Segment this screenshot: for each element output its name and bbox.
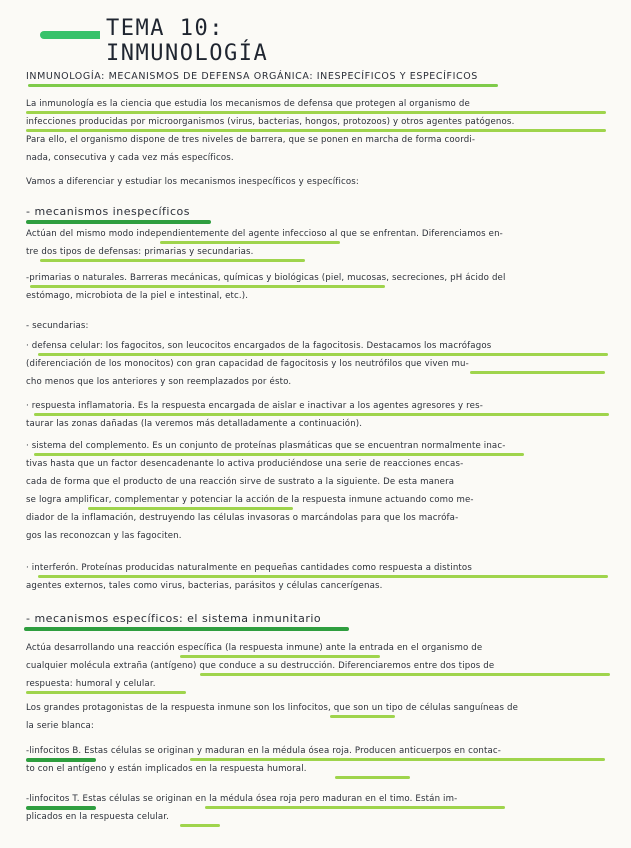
highlight-underline xyxy=(180,824,220,827)
text-line: Vamos a diferenciar y estudiar los mecanismos inespecíficos y específicos: xyxy=(26,177,359,187)
highlight-underline xyxy=(26,129,606,132)
text-line: infecciones producidas por microorganismos (virus, bacterias, hongos, protozoos) y otros agentes patógenos. xyxy=(26,117,515,127)
highlight-underline xyxy=(160,241,340,244)
section-heading-inmunologia: INMUNOLOGÍA: MECANISMOS DE DEFENSA ORGÁNICA: INESPECÍFICOS Y ESPECÍFICOS xyxy=(26,71,478,82)
highlight-underline xyxy=(26,758,96,762)
highlight-underline xyxy=(30,285,385,288)
highlight-underline xyxy=(26,111,606,114)
subsection-heading-especificos: - mecanismos específicos: el sistema inmunitario xyxy=(26,612,322,625)
text-line: -linfocitos B. Estas células se originan y maduran en la médula ósea roja. Producen anticuerpos en contac- xyxy=(26,746,502,756)
text-line: · defensa celular: los fagocitos, son leucocitos encargados de la fagocitosis. Destacamos los macrófagos xyxy=(26,341,492,351)
highlight-underline xyxy=(470,371,605,374)
subsection-heading-inespecificos: - mecanismos inespecíficos xyxy=(26,205,190,218)
text-line: · respuesta inflamatoria. Es la respuesta encargada de aislar e inactivar a los agentes agresores y res- xyxy=(26,401,483,411)
highlight-underline xyxy=(34,453,524,456)
highlight-underline xyxy=(200,673,610,676)
highlight-underline xyxy=(38,575,608,578)
text-line: agentes externos, tales como virus, bacterias, parásitos y células cancerígenas. xyxy=(26,581,383,591)
text-line: · sistema del complemento. Es un conjunto de proteínas plasmáticas que se encuentran normalmente inac- xyxy=(26,441,506,451)
text-line: Los grandes protagonistas de la respuesta inmune son los linfocitos, que son un tipo de células sanguíneas de xyxy=(26,703,519,713)
text-line: cualquier molécula extraña (antígeno) que conduce a su destrucción. Diferenciaremos entre dos tipos de xyxy=(26,661,495,671)
highlight-underline xyxy=(88,507,293,510)
highlight-underline xyxy=(34,413,609,416)
subsection-underline xyxy=(24,627,349,631)
text-line: Actúa desarrollando una reacción específica (la respuesta inmune) ante la entrada en el organismo de xyxy=(26,643,483,653)
text-line: Para ello, el organismo dispone de tres niveles de barrera, que se ponen en marcha de forma coordi- xyxy=(26,135,476,145)
highlight-underline xyxy=(180,655,380,658)
text-line: Actúan del mismo modo independientemente del agente infeccioso al que se enfrentan. Diferenciamos en- xyxy=(26,229,503,239)
text-line: tre dos tipos de defensas: primarias y secundarias. xyxy=(26,247,254,257)
text-line: · interferón. Proteínas producidas naturalmente en pequeñas cantidades como respuesta a distintos xyxy=(26,563,472,573)
highlight-underline xyxy=(190,758,605,761)
highlight-underline xyxy=(38,353,608,356)
text-line: - secundarias: xyxy=(26,321,89,331)
text-line: cada de forma que el producto de una reacción sirve de sustrato a la siguiente. De esta manera xyxy=(26,477,455,487)
highlight-underline xyxy=(330,715,395,718)
page-title: TEMA 10: INMUNOLOGÍA xyxy=(100,16,380,66)
highlight-underline xyxy=(26,806,96,810)
text-line: estómago, microbiota de la piel e intestinal, etc.). xyxy=(26,291,249,301)
text-line: nada, consecutiva y cada vez más específicos. xyxy=(26,153,234,163)
highlight-underline xyxy=(205,806,505,809)
heading-underline xyxy=(28,84,498,87)
highlight-underline xyxy=(26,691,186,694)
text-line: taurar las zonas dañadas (la veremos más detalladamente a continuación). xyxy=(26,419,363,429)
text-line: respuesta: humoral y celular. xyxy=(26,679,156,689)
text-line: se logra amplificar, complementar y potenciar la acción de la respuesta inmune actuando como me- xyxy=(26,495,474,505)
subsection-underline xyxy=(26,220,211,224)
text-line: cho menos que los anteriores y son reemplazados por ésto. xyxy=(26,377,292,387)
text-line: gos las reconozcan y las fagociten. xyxy=(26,531,182,541)
text-line: tivas hasta que un factor desencadenante lo activa produciéndose una serie de reacciones encas- xyxy=(26,459,464,469)
text-line: diador de la inflamación, destruyendo las células invasoras o marcándolas para que los macrófa- xyxy=(26,513,459,523)
text-line: (diferenciación de los monocitos) con gran capacidad de fagocitosis y los neutrófilos que viven mu- xyxy=(26,359,469,369)
text-line: la serie blanca: xyxy=(26,721,94,731)
title-block xyxy=(40,14,380,66)
text-line: -primarias o naturales. Barreras mecánicas, químicas y biológicas (piel, mucosas, secreciones, pH ácido del xyxy=(26,273,506,283)
text-line: -linfocitos T. Estas células se originan en la médula ósea roja pero maduran en el timo. Están im- xyxy=(26,794,458,804)
highlight-underline xyxy=(40,259,305,262)
text-line: to con el antígeno y están implicados en la respuesta humoral. xyxy=(26,764,307,774)
text-line: plicados en la respuesta celular. xyxy=(26,812,170,822)
text-line: La inmunología es la ciencia que estudia los mecanismos de defensa que protegen al organismo de xyxy=(26,99,470,109)
highlight-underline xyxy=(335,776,410,779)
